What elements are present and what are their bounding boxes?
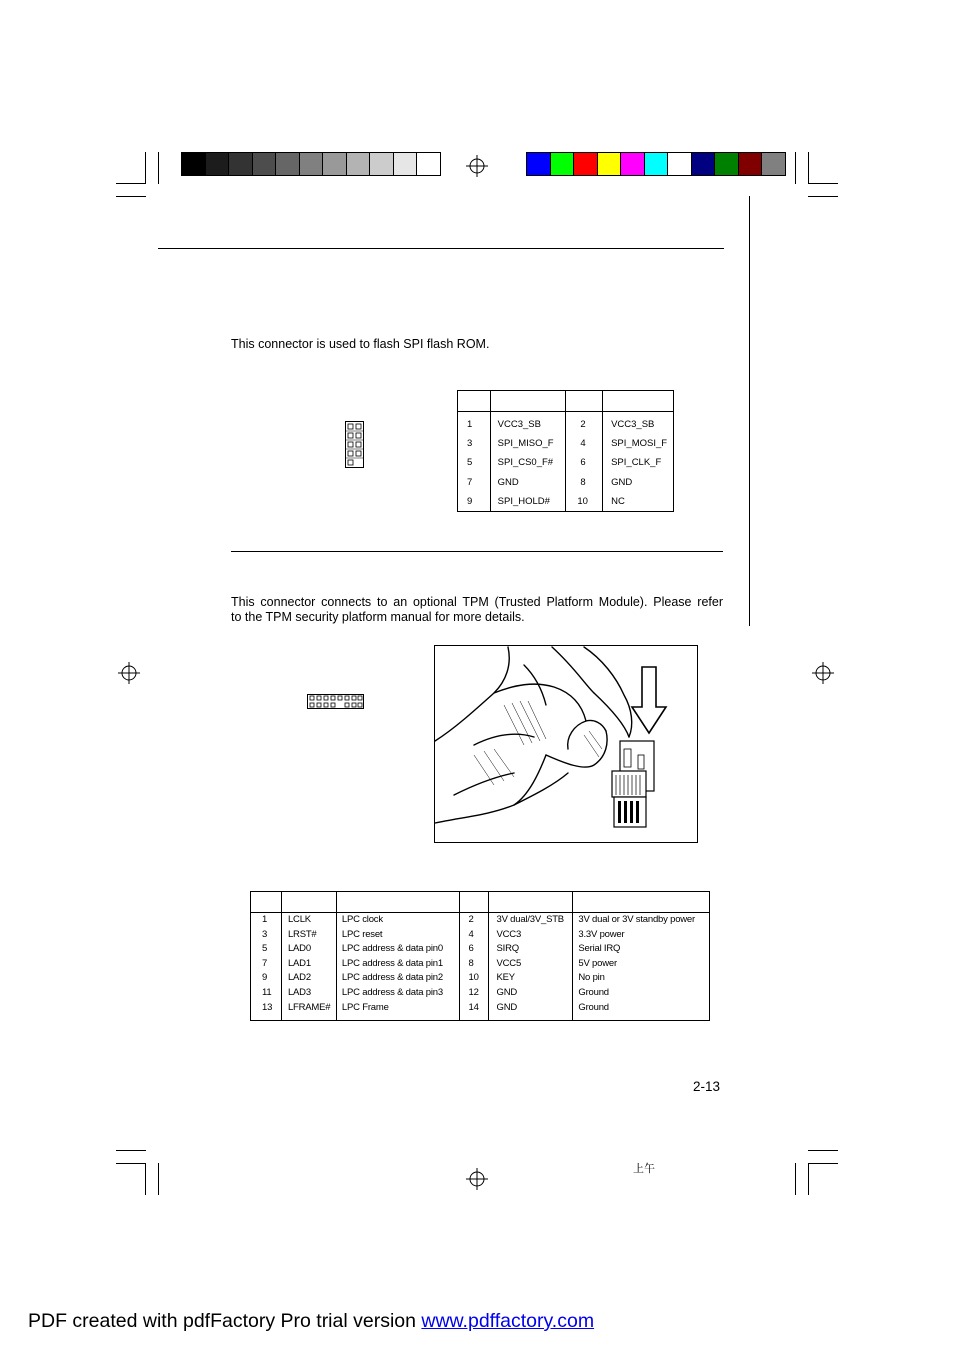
color-swatch — [527, 153, 550, 175]
color-swatch — [573, 153, 597, 175]
spi-pin-table — [457, 390, 674, 512]
table-row: 3 LRST# LPC reset 4 VCC3 3.3V power — [251, 928, 710, 943]
section-rule-top — [158, 248, 724, 249]
color-swatch — [299, 153, 323, 175]
color-swatch — [369, 153, 393, 175]
table-row: 9 SPI_HOLD# 10 NC — [458, 492, 674, 512]
color-swatch — [252, 153, 276, 175]
tpm-installation-illustration — [434, 645, 699, 843]
section-rule-middle — [231, 551, 723, 552]
color-swatch — [205, 153, 229, 175]
registration-target-top — [466, 155, 488, 177]
color-swatch — [620, 153, 644, 175]
color-swatch — [761, 153, 785, 175]
registration-target-bottom — [466, 1168, 488, 1190]
color-swatch — [667, 153, 691, 175]
color-swatch — [738, 153, 762, 175]
color-swatch — [691, 153, 715, 175]
tpm-description-line1: This connector connects to an optional TPM (Trusted Platform Module). Please refer — [231, 595, 723, 609]
grayscale-color-bar — [181, 152, 441, 176]
color-swatch — [228, 153, 252, 175]
tpm-pin-table — [250, 891, 710, 1021]
color-swatch — [416, 153, 440, 175]
table-row: 7 GND 8 GND — [458, 473, 674, 492]
spi-description: This connector is used to flash SPI flash ROM. — [231, 337, 490, 351]
table-row: 9 LAD2 LPC address & data pin2 10 KEY No pin — [251, 971, 710, 986]
table-row: 13 LFRAME# LPC Frame 14 GND Ground — [251, 1001, 710, 1021]
color-swatch — [182, 153, 205, 175]
tpm-connector-pinout-icon — [307, 694, 365, 710]
color-swatch — [393, 153, 417, 175]
tpm-description-line2: to the TPM security platform manual for more details. — [231, 610, 525, 624]
color-swatch — [550, 153, 574, 175]
color-swatch — [644, 153, 668, 175]
corner-note: 上午 — [633, 1162, 655, 1175]
color-swatch — [714, 153, 738, 175]
table-header-row — [458, 391, 674, 412]
table-row: 3 SPI_MISO_F 4 SPI_MOSI_F — [458, 434, 674, 453]
table-row: 1 VCC3_SB 2 VCC3_SB — [458, 412, 674, 435]
footer-text: PDF created with pdfFactory Pro trial version — [28, 1310, 422, 1332]
page-number: 2-13 — [693, 1079, 721, 1094]
table-row: 1 LCLK LPC clock 2 3V dual/3V_STB 3V dual or 3V standby power — [251, 913, 710, 928]
process-color-bar — [526, 152, 786, 176]
table-row: 5 SPI_CS0_F# 6 SPI_CLK_F — [458, 453, 674, 472]
table-row: 5 LAD0 LPC address & data pin0 6 SIRQ Serial IRQ — [251, 942, 710, 957]
color-swatch — [275, 153, 299, 175]
registration-target-left — [118, 662, 140, 684]
table-row: 7 LAD1 LPC address & data pin1 8 VCC5 5V power — [251, 957, 710, 972]
registration-target-right — [812, 662, 834, 684]
spi-connector-pinout-icon — [345, 421, 365, 469]
table-header-row — [251, 892, 710, 913]
color-swatch — [597, 153, 621, 175]
footer-link[interactable]: www.pdffactory.com — [421, 1310, 595, 1332]
color-swatch — [346, 153, 370, 175]
color-swatch — [322, 153, 346, 175]
pdf-footer — [28, 1310, 594, 1333]
table-row: 11 LAD3 LPC address & data pin3 12 GND Ground — [251, 986, 710, 1001]
